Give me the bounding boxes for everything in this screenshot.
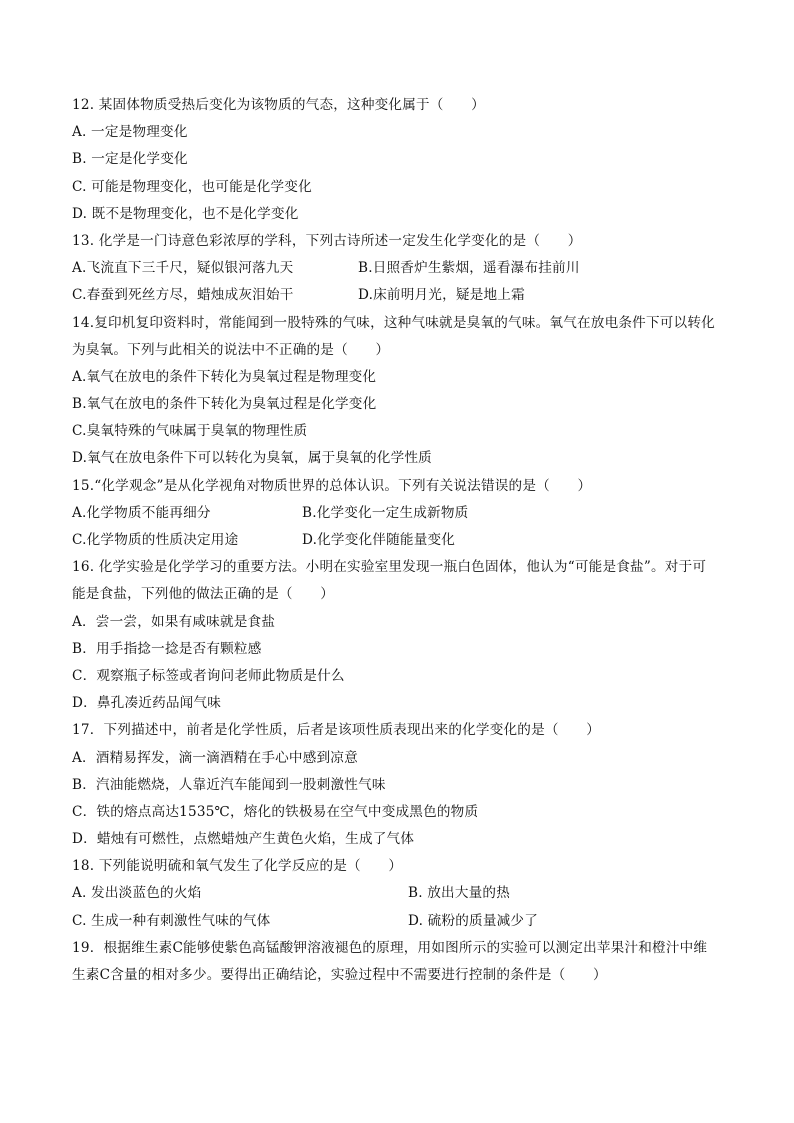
question-13-options-row-2 — [72, 282, 732, 309]
question-12-option-c: C. 可能是物理变化，也可能是化学变化 — [72, 178, 312, 195]
question-17-option-d: D．蜡烛有可燃性，点燃蜡烛产生黄色火焰，生成了气体 — [72, 831, 415, 848]
question-14-option-c: C.臭氧特殊的气味属于臭氧的物理性质 — [72, 423, 308, 440]
question-14-stem-line-2: 为臭氧。下列与此相关的说法中不正确的是（ ） — [72, 341, 390, 358]
question-18-option-d: D. 硫粉的质量减少了 — [408, 912, 539, 929]
question-18-option-b: B. 放出大量的热 — [408, 885, 510, 902]
question-16-stem-line-2: 能是食盐，下列他的做法正确的是（ ） — [72, 586, 335, 603]
question-14-option-d: D.氧气在放电条件下可以转化为臭氧，属于臭氧的化学性质 — [72, 450, 432, 467]
question-15-option-d: D.化学变化伴随能量变化 — [302, 532, 456, 548]
question-15-options-row-2 — [72, 527, 732, 554]
question-18-option-c: C. 生成一种有刺激性气味的气体 — [72, 912, 271, 929]
question-19-stem-line-1: 19．根据维生素C能够使紫色高锰酸钾溶液褪色的原理，用如图所示的实验可以测定出苹果汁和橙汁中维 — [72, 939, 708, 956]
question-13-option-b: B.日照香炉生紫烟，遥看瀑布挂前川 — [358, 260, 580, 277]
question-18-options-row-1 — [72, 880, 732, 907]
question-13-option-a: A.飞流直下三千尺，疑似银河落九天 — [72, 260, 294, 277]
question-16-stem-line-1: 16. 化学实验是化学学习的重要方法。小明在实验室里发现一瓶白色固体，他认为“可能是食盐”。对于可 — [72, 559, 707, 576]
question-12-option-a: A. 一定是物理变化 — [72, 124, 188, 141]
question-13-stem: 13. 化学是一门诗意色彩浓厚的学科，下列古诗所述一定发生化学变化的是（ ） — [72, 232, 582, 249]
question-17-stem: 17．下列描述中，前者是化学性质，后者是该项性质表现出来的化学变化的是（ ） — [72, 722, 601, 739]
question-19-stem-line-2: 生素C含量的相对多少。要得出正确结论，实验过程中不需要进行控制的条件是（ ） — [72, 967, 607, 983]
question-16-option-a: A．尝一尝，如果有咸味就是食盐 — [72, 613, 276, 630]
question-12-stem: 12. 某固体物质受热后变化为该物质的气态，这种变化属于（ ） — [72, 97, 485, 113]
question-16-option-d: D．鼻孔凑近药品闻气味 — [72, 695, 222, 712]
question-16-option-c: C．观察瓶子标签或者询问老师此物质是什么 — [72, 667, 345, 684]
question-18-stem: 18. 下列能说明硫和氧气发生了化学反应的是（ ） — [72, 858, 403, 875]
question-15-option-b: B.化学变化一定生成新物质 — [302, 504, 469, 521]
question-17-option-b: B．汽油能燃烧，人靠近汽车能闻到一股刺激性气味 — [72, 776, 386, 793]
question-17-option-c: C．铁的熔点高达1535℃，熔化的铁极易在空气中变成黑色的物质 — [72, 803, 479, 820]
question-15-stem: 15.“化学观念”是从化学视角对物质世界的总体认识。下列有关说法错误的是（ ） — [72, 477, 592, 494]
question-13-option-c: C.春蚕到死丝方尽，蜡烛成灰泪始干 — [72, 287, 294, 304]
question-18-options-row-2 — [72, 908, 732, 935]
question-14-option-b: B.氧气在放电的条件下转化为臭氧过程是化学变化 — [72, 396, 377, 413]
question-16-option-b: B．用手指捻一捻是否有颗粒感 — [72, 640, 262, 657]
question-15-options-row-1 — [72, 500, 732, 527]
question-13-option-d: D.床前明月光，疑是地上霜 — [358, 287, 525, 304]
question-15-option-c: C.化学物质的性质决定用途 — [72, 532, 239, 548]
question-12-option-d: D. 既不是物理变化，也不是化学变化 — [72, 205, 299, 222]
question-17-option-a: A．酒精易挥发，滴一滴酒精在手心中感到凉意 — [72, 749, 358, 766]
question-14-option-a: A.氧气在放电的条件下转化为臭氧过程是物理变化 — [72, 368, 377, 385]
question-12-option-b: B. 一定是化学变化 — [72, 151, 188, 168]
question-18-option-a: A. 发出淡蓝色的火焰 — [72, 885, 202, 902]
question-15-option-a: A.化学物质不能再细分 — [72, 504, 211, 521]
question-14-stem-line-1: 14.复印机复印资料时，常能闻到一股特殊的气味，这种气味就是臭氧的气味。氧气在放电条件下可以转化 — [72, 314, 715, 331]
exam-page — [72, 92, 732, 989]
question-13-options-row-1 — [72, 255, 732, 282]
